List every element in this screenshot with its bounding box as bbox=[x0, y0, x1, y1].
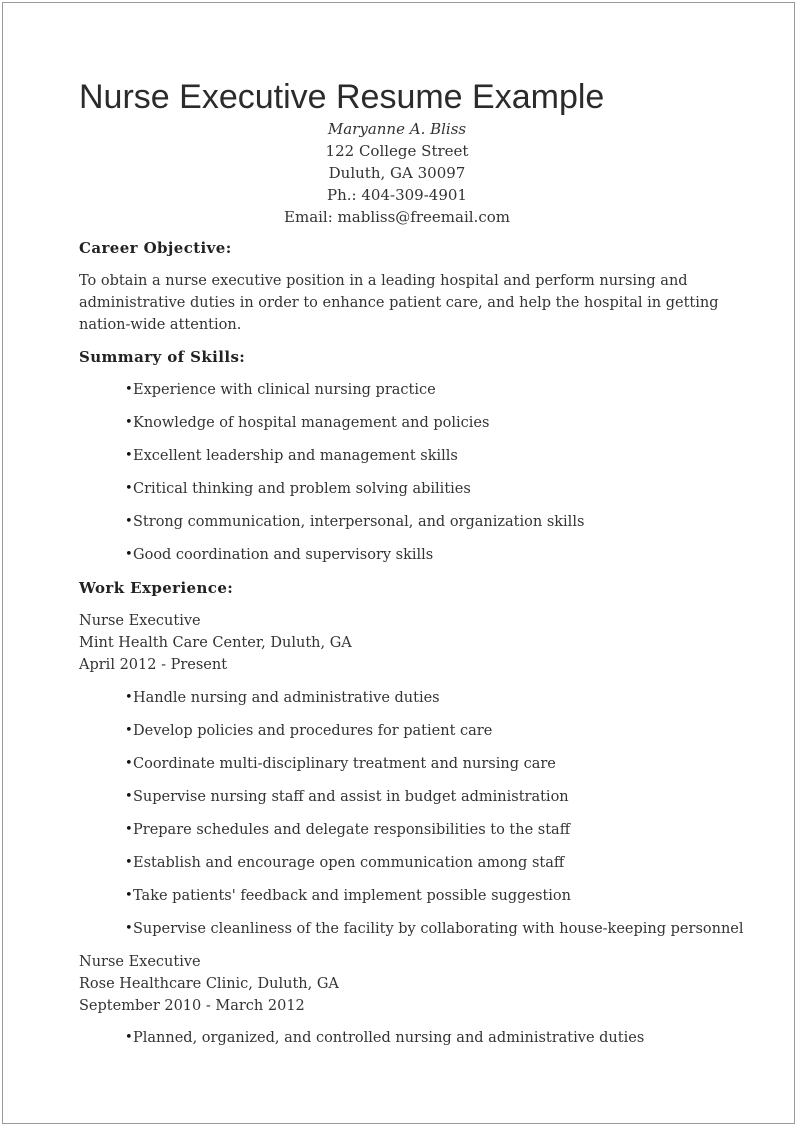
list-item: • Handle nursing and administrative duties bbox=[79, 687, 769, 720]
skills-list bbox=[79, 379, 769, 577]
job-employer: Mint Health Care Center, Duluth, GA bbox=[79, 635, 352, 651]
bullet-icon: • bbox=[125, 1030, 133, 1045]
bullet-icon: • bbox=[125, 822, 133, 837]
job-dates: April 2012 - Present bbox=[79, 657, 228, 673]
bullet-icon: • bbox=[125, 448, 133, 463]
list-item: • Coordinate multi-disciplinary treatment and nursing care bbox=[79, 753, 769, 786]
page-title: Nurse Executive Resume Example bbox=[79, 78, 605, 116]
objective-text: To obtain a nurse executive position in a leading hospital and perform nursing and administrative duties in order to enhance patient care, and help the hospital in getting nation-wide attention. bbox=[79, 273, 719, 333]
list-item: • Excellent leadership and management skills bbox=[79, 445, 769, 478]
duties-list bbox=[79, 687, 769, 951]
experience-heading: Work Experience: bbox=[79, 579, 234, 597]
resume-document bbox=[79, 76, 769, 1060]
job-title: Nurse Executive bbox=[79, 954, 201, 970]
job-title: Nurse Executive bbox=[79, 613, 201, 629]
contact-block bbox=[79, 118, 715, 228]
bullet-icon: • bbox=[125, 723, 133, 738]
applicant-name: Maryanne A. Bliss bbox=[327, 120, 467, 138]
list-item: • Knowledge of hospital management and policies bbox=[79, 412, 769, 445]
list-item: • Establish and encourage open communication among staff bbox=[79, 852, 769, 885]
bullet-icon: • bbox=[125, 789, 133, 804]
job-entry bbox=[79, 610, 769, 676]
job-dates: September 2010 - March 2012 bbox=[79, 998, 305, 1014]
city-address: Duluth, GA 30097 bbox=[328, 164, 466, 182]
email-address: Email: mabliss@freemail.com bbox=[284, 208, 510, 226]
list-item: • Experience with clinical nursing practice bbox=[79, 379, 769, 412]
bullet-icon: • bbox=[125, 888, 133, 903]
bullet-icon: • bbox=[125, 481, 133, 496]
job-employer: Rose Healthcare Clinic, Duluth, GA bbox=[79, 976, 339, 992]
list-item: • Strong communication, interpersonal, and organization skills bbox=[79, 511, 769, 544]
phone-number: Ph.: 404-309-4901 bbox=[327, 186, 467, 204]
bullet-icon: • bbox=[125, 514, 133, 529]
skills-heading: Summary of Skills: bbox=[79, 348, 246, 366]
job-entry bbox=[79, 951, 769, 1017]
list-item: • Take patients' feedback and implement possible suggestion bbox=[79, 885, 769, 918]
bullet-icon: • bbox=[125, 415, 133, 430]
objective-heading: Career Objective: bbox=[79, 239, 232, 257]
bullet-icon: • bbox=[125, 921, 133, 936]
bullet-icon: • bbox=[125, 756, 133, 771]
list-item: • Planned, organized, and controlled nursing and administrative duties bbox=[79, 1027, 769, 1060]
bullet-icon: • bbox=[125, 690, 133, 705]
duties-list bbox=[79, 1027, 769, 1060]
bullet-icon: • bbox=[125, 382, 133, 397]
bullet-icon: • bbox=[125, 855, 133, 870]
list-item: • Develop policies and procedures for patient care bbox=[79, 720, 769, 753]
list-item: • Supervise cleanliness of the facility by collaborating with house-keeping personnel bbox=[79, 918, 769, 951]
list-item: • Supervise nursing staff and assist in budget administration bbox=[79, 786, 769, 819]
street-address: 122 College Street bbox=[325, 142, 469, 160]
bullet-icon: • bbox=[125, 547, 133, 562]
list-item: • Critical thinking and problem solving abilities bbox=[79, 478, 769, 511]
list-item: • Good coordination and supervisory skills bbox=[79, 544, 769, 577]
list-item: • Prepare schedules and delegate responsibilities to the staff bbox=[79, 819, 769, 852]
